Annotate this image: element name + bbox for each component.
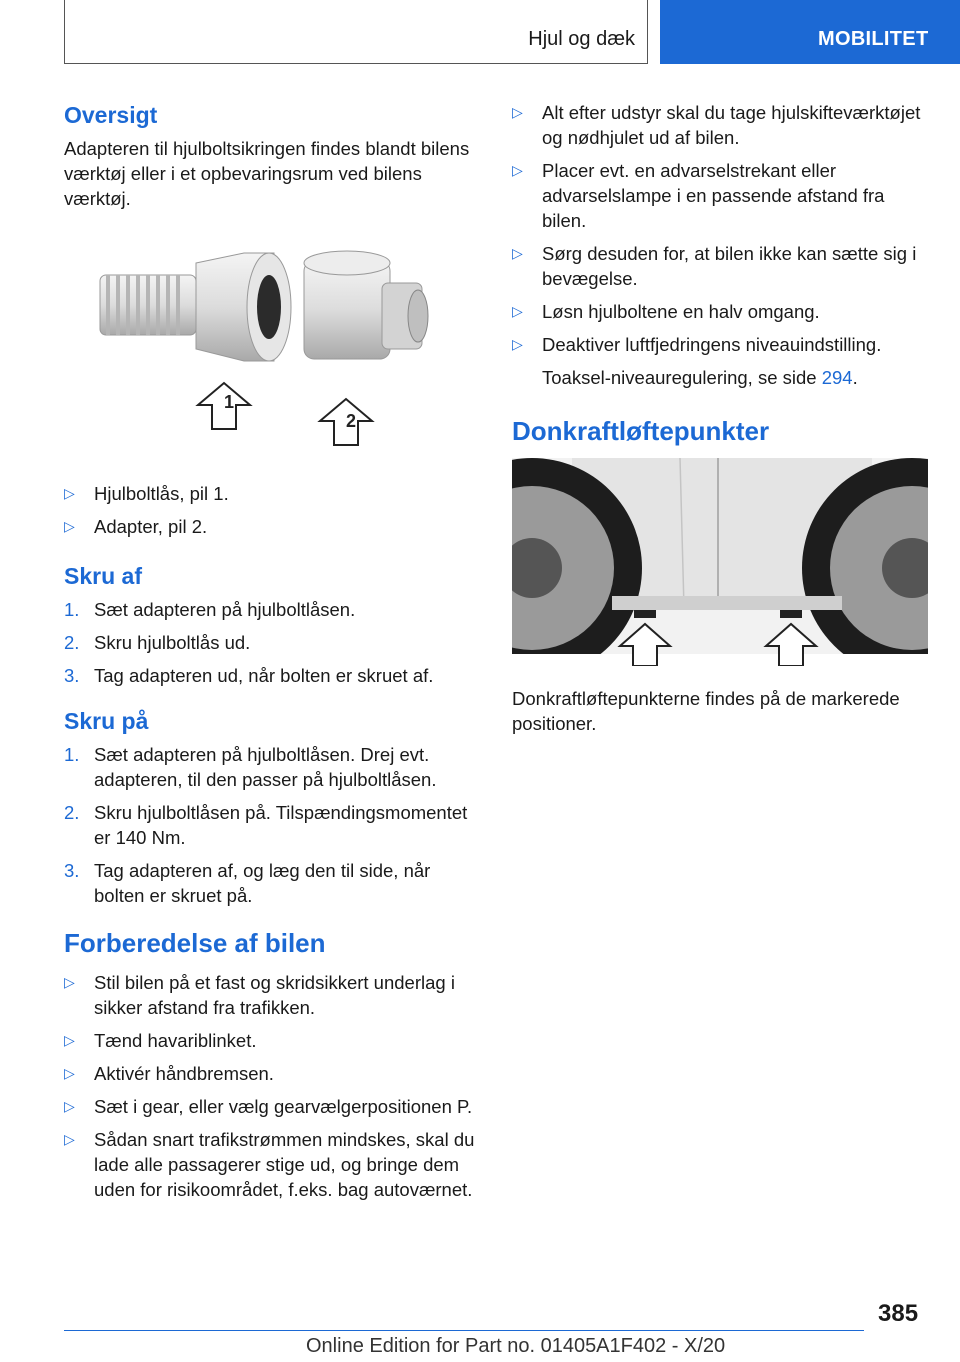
- triangle-right-icon: ▷: [64, 485, 75, 501]
- oversigt-text: Adapteren til hjulboltsikringen findes blandt bilens værktøj eller i et opbevaringsrum ved bilens værktøj.: [64, 138, 470, 209]
- chapter-title: Hjul og dæk: [528, 28, 635, 50]
- jack-caption: Donkraftløftepunkterne findes på de markerede positioner.: [512, 688, 900, 734]
- skru-af-steps: [64, 597, 480, 688]
- figure-label-1: 1: [224, 392, 235, 412]
- page-link[interactable]: 294: [821, 367, 853, 388]
- list-item: 3. Tag adapteren ud, når bolten er skruet af.: [64, 665, 434, 686]
- triangle-right-icon: ▷: [512, 245, 523, 261]
- section-title-skru-paa: Skru på: [64, 708, 149, 734]
- triangle-right-icon: ▷: [512, 336, 523, 352]
- section-title-donkraft: Donkraftløftepunkter: [512, 416, 770, 446]
- oversigt-bullet-list: [64, 481, 480, 539]
- list-item: 2. Skru hjulboltlåsen på. Tilspændingsmomentet er 140 Nm.: [64, 802, 468, 848]
- triangle-right-icon: ▷: [64, 1098, 75, 1114]
- right-column: [512, 100, 928, 736]
- list-item: 3. Tag adapteren af, og læg den til side, når bolten er skruet på.: [64, 860, 431, 906]
- page-number: 385: [878, 1300, 919, 1327]
- forberedelse-bullet-list: [64, 970, 480, 1202]
- section-title-forberedelse: Forberedelse af bilen: [64, 928, 326, 958]
- section-tab[interactable]: [660, 0, 960, 64]
- wheel-lock-illustration: [64, 223, 480, 475]
- cross-reference: Toaksel-niveauregulering, se side 294.: [542, 367, 858, 388]
- skru-paa-steps: [64, 742, 480, 908]
- figure-label-2: 2: [346, 411, 357, 431]
- list-item: ▷ Hjulboltlås, pil 1.: [64, 483, 229, 504]
- list-item: 2. Skru hjulboltlås ud.: [64, 632, 251, 653]
- triangle-right-icon: ▷: [512, 303, 523, 319]
- list-item: ▷ Sådan snart trafikstrømmen mindskes, skal du lade alle passagerer stige ud, og bringe dem uden for risikoområdet, f.eks. bag autoværnet.: [64, 1129, 475, 1200]
- list-item: 1. Sæt adapteren på hjulboltlåsen. Drej evt. adapteren, til den passer på hjulboltlåsen.: [64, 744, 437, 790]
- triangle-right-icon: ▷: [64, 518, 75, 534]
- list-item: ▷ Løsn hjulboltene en halv omgang.: [512, 301, 820, 322]
- list-item: ▷ Placer evt. en advarselstrekant eller advarselslampe i en passende afstand fra bilen.: [512, 160, 885, 231]
- triangle-right-icon: ▷: [64, 974, 75, 990]
- header-box: [64, 0, 648, 64]
- triangle-right-icon: ▷: [512, 162, 523, 178]
- wheel-lock-figure: [64, 223, 480, 475]
- right-bullet-list: [512, 100, 928, 357]
- list-item: ▷ Aktivér håndbremsen.: [64, 1063, 274, 1084]
- footer-divider: [64, 1330, 864, 1331]
- section-title-oversigt: Oversigt: [64, 102, 158, 128]
- list-item: ▷ Tænd havariblinket.: [64, 1030, 257, 1051]
- footer-edition: Online Edition for Part no. 01405A1F402 - X/20: [306, 1335, 726, 1357]
- section-tab-label: MOBILITET: [818, 28, 929, 50]
- bolt-threads: [100, 275, 196, 335]
- list-item: ▷ Sæt i gear, eller vælg gearvælgerpositionen P.: [64, 1096, 473, 1117]
- list-item: ▷ Deaktiver luftfjedringens niveauindstilling.: [512, 334, 882, 355]
- triangle-right-icon: ▷: [64, 1032, 75, 1048]
- section-title-skru-af: Skru af: [64, 563, 142, 589]
- left-column: [64, 100, 480, 1210]
- list-item: ▷ Adapter, pil 2.: [64, 516, 208, 537]
- triangle-right-icon: ▷: [512, 104, 523, 120]
- triangle-right-icon: ▷: [64, 1065, 75, 1081]
- list-item: ▷ Stil bilen på et fast og skridsikkert underlag i sikker afstand fra trafikken.: [64, 972, 455, 1018]
- triangle-right-icon: ▷: [64, 1131, 75, 1147]
- list-item: 1. Sæt adapteren på hjulboltlåsen.: [64, 599, 356, 620]
- list-item: ▷ Sørg desuden for, at bilen ikke kan sætte sig i bevægelse.: [512, 243, 917, 289]
- jack-points-figure: [512, 458, 928, 666]
- list-item: ▷ Alt efter udstyr skal du tage hjulskifteværktøjet og nødhjulet ud af bilen.: [512, 102, 921, 148]
- jack-points-illustration: [512, 458, 928, 666]
